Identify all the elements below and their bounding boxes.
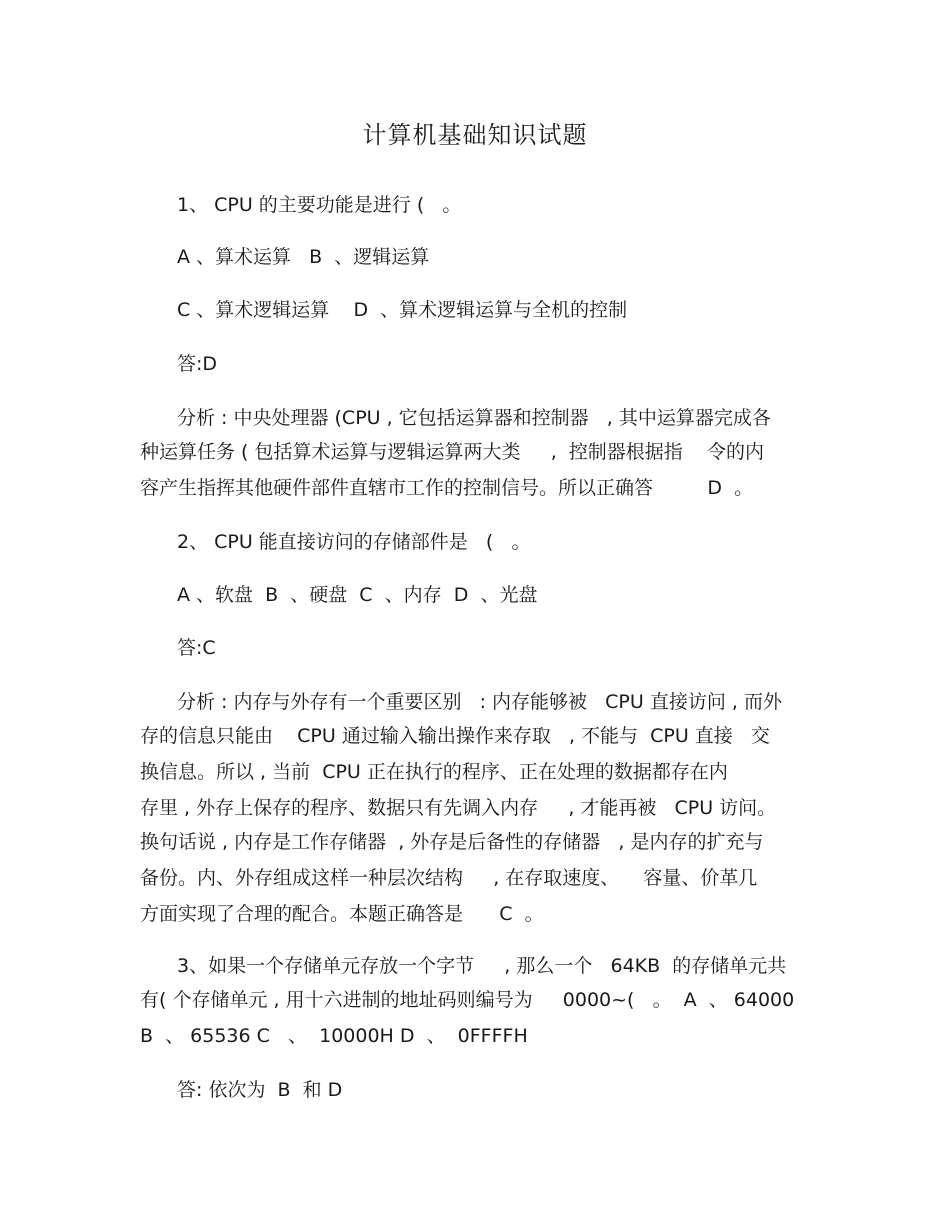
q1-analysis-line-2: 种运算任务 ( 包括算术运算与逻辑运算两大类 , 控制器根据指 令的内 <box>140 441 764 463</box>
q3-options: B 、 65536 C 、 10000H D 、 0FFFFH <box>140 1025 528 1047</box>
q1-analysis-line-3: 容产生指挥其他硬件部件直辖市工作的控制信号。所以正确答 D 。 <box>140 477 754 499</box>
q2-analysis-line-5: 换句话说 , 内存是工作存储器 , 外存是后备性的存储器 , 是内存的扩充与 <box>140 831 764 853</box>
q1-question: 1、 CPU 的主要功能是进行 ( 。 <box>177 194 462 216</box>
q1-answer: 答:D <box>177 353 218 375</box>
q2-answer: 答:C <box>177 637 216 659</box>
q2-analysis-line-1: 分析 : 内存与外存有一个重要区别 : 内存能够被 CPU 直接访问 , 而外 <box>177 691 782 713</box>
q1-options-ab: A 、算术运算 B 、逻辑运算 <box>177 246 430 268</box>
document-title: 计算机基础知识试题 <box>362 121 588 149</box>
q2-analysis-line-2: 存的信息只能由 CPU 通过输入输出操作来存取 , 不能与 CPU 直接 交 <box>140 725 770 747</box>
q1-options-cd: C 、算术逻辑运算 D 、算术逻辑运算与全机的控制 <box>177 299 628 321</box>
q2-analysis-line-6: 备份。内、外存组成这样一种层次结构 , 在存取速度、 容量、价革几 <box>140 867 758 889</box>
q2-analysis-line-4: 存里 , 外存上保存的程序、数据只有先调入内存 , 才能再被 CPU 访问。 <box>140 797 777 819</box>
q2-analysis-line-7: 方面实现了合理的配合。本题正确答是 C 。 <box>140 903 544 925</box>
q2-analysis-line-3: 换信息。所以 , 当前 CPU 正在执行的程序、正在处理的数据都存在内 <box>140 761 728 783</box>
q2-question: 2、 CPU 能直接访问的存储部件是 ( 。 <box>177 531 531 553</box>
q2-options: A 、软盘 B 、硬盘 C 、内存 D 、光盘 <box>177 584 538 606</box>
q3-question-line-1: 3、如果一个存储单元存放一个字节 , 那么一个 64KB 的存储单元共 <box>177 955 787 977</box>
q1-analysis-line-1: 分析 : 中央处理器 (CPU , 它包括运算器和控制器 , 其中运算器完成各 <box>177 407 771 429</box>
q3-answer: 答: 依次为 B 和 D <box>177 1079 343 1101</box>
q3-question-line-2: 有( 个存储单元 , 用十六进制的地址码则编号为 0000~( 。 A 、 64000 <box>140 989 795 1011</box>
